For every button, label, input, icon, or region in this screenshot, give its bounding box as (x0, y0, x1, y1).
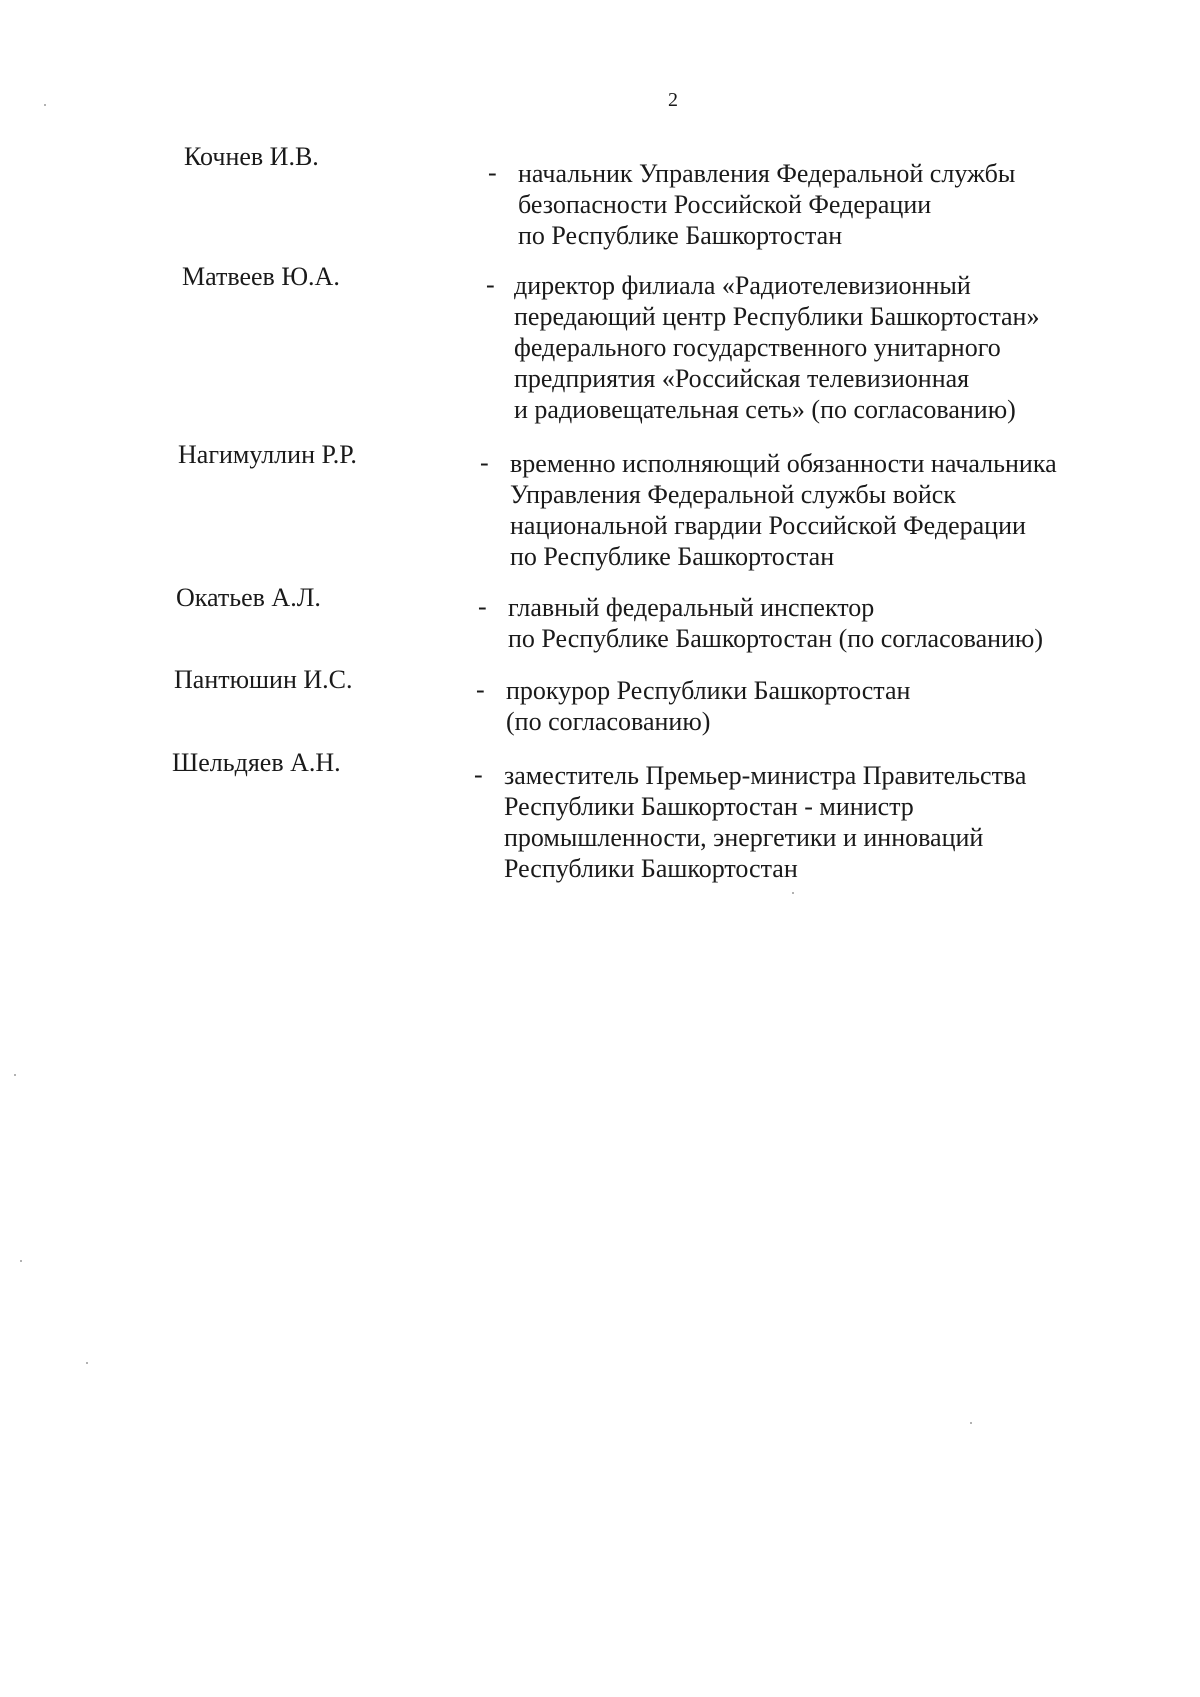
scan-speck (20, 1260, 22, 1262)
position-description (508, 592, 1043, 654)
description-line: временно исполняющий обязанности начальника (510, 449, 1057, 478)
description-line: Республики Башкортостан - министр (504, 792, 914, 821)
description-line: безопасности Российской Федерации (518, 190, 932, 219)
description-line: директор филиала «Радиотелевизионный (514, 271, 971, 300)
dash-separator: - (474, 760, 483, 789)
scan-speck (970, 1422, 972, 1424)
description-line: главный федеральный инспектор (508, 593, 875, 622)
position-description (514, 270, 1039, 425)
scan-speck (86, 1362, 88, 1364)
person-name: Нагимуллин Р.Р. (178, 440, 357, 469)
description-line: и радиовещательная сеть» (по согласованию) (514, 395, 1016, 424)
person-name: Окатьев А.Л. (176, 583, 321, 612)
dash-separator: - (488, 158, 497, 187)
description-line: начальник Управления Федеральной службы (518, 159, 1016, 188)
description-line: Управления Федеральной службы войск (510, 480, 956, 509)
person-name: Матвеев Ю.А. (182, 262, 340, 291)
description-line: федерального государственного унитарного (514, 333, 1001, 362)
description-line: заместитель Премьер-министра Правительства (504, 761, 1027, 790)
description-line: по Республике Башкортостан (518, 221, 843, 250)
description-line: по Республике Башкортостан (по согласованию) (508, 624, 1044, 653)
dash-separator: - (486, 270, 495, 299)
position-description (504, 760, 1026, 884)
scan-speck (44, 104, 46, 106)
description-line: предприятия «Российская телевизионная (514, 364, 970, 393)
person-name: Кочнев И.В. (184, 142, 319, 171)
scan-speck (14, 1074, 16, 1076)
scan-speck (792, 892, 794, 894)
description-line: (по согласованию) (506, 707, 711, 736)
description-line: по Республике Башкортостан (510, 542, 835, 571)
dash-separator: - (476, 675, 485, 704)
description-line: национальной гвардии Российской Федерации (510, 511, 1026, 540)
dash-separator: - (480, 448, 489, 477)
dash-separator: - (478, 592, 487, 621)
position-description (518, 158, 1015, 251)
person-name: Шельдяев А.Н. (172, 748, 341, 777)
page-number: 2 (668, 89, 678, 111)
person-name: Пантюшин И.С. (174, 665, 353, 694)
description-line: прокурор Республики Башкортостан (506, 676, 911, 705)
description-line: передающий центр Республики Башкортостан» (514, 302, 1040, 331)
position-description (506, 675, 910, 737)
description-line: Республики Башкортостан (504, 854, 798, 883)
description-line: промышленности, энергетики и инноваций (504, 823, 984, 852)
position-description (510, 448, 1057, 572)
